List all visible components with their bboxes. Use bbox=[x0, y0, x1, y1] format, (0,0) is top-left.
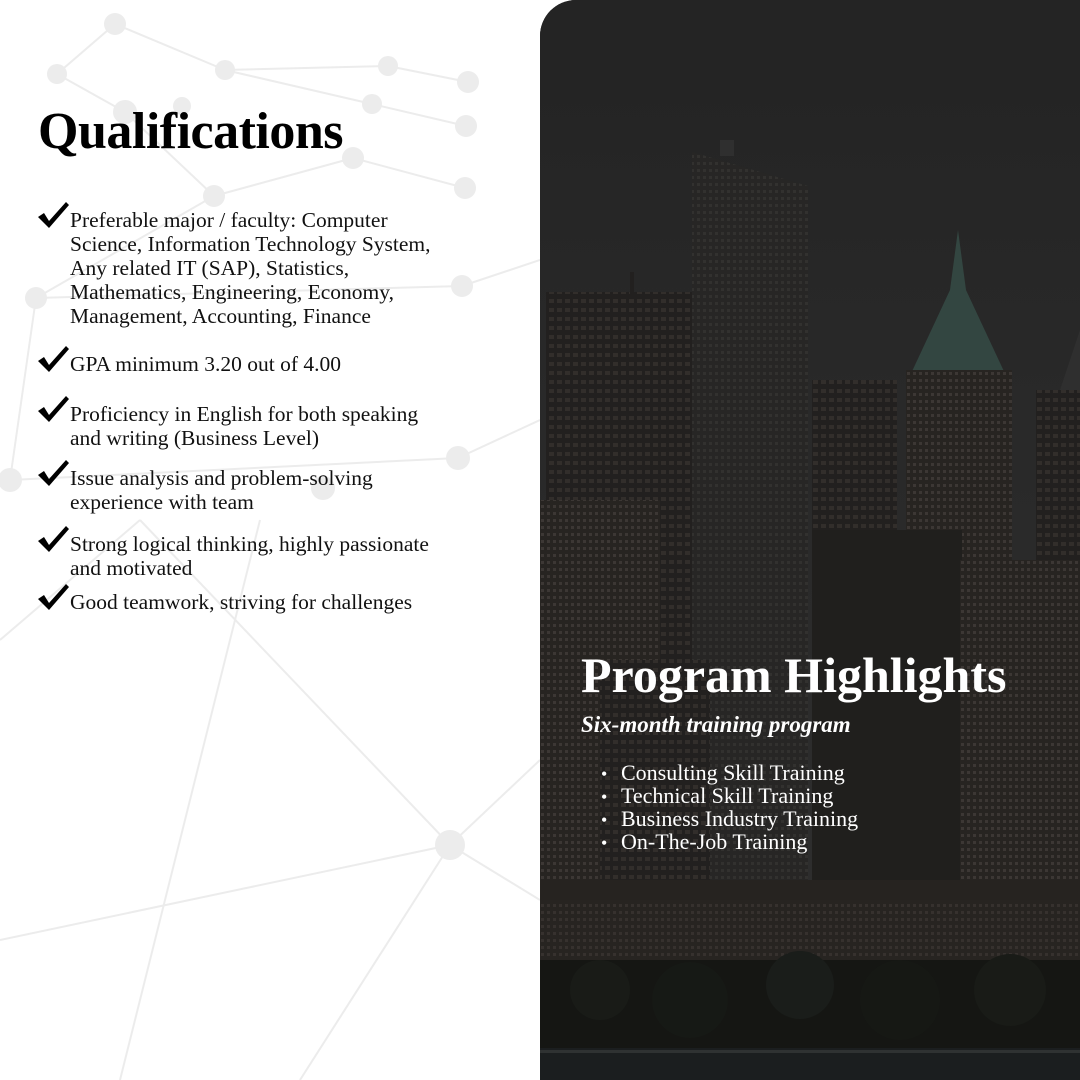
qualification-line: GPA minimum 3.20 out of 4.00 bbox=[70, 352, 341, 376]
qualification-line: Mathematics, Engineering, Economy, bbox=[70, 280, 395, 304]
qualification-line: and motivated bbox=[70, 556, 193, 580]
highlight-item-label: Consulting Skill Training bbox=[621, 760, 845, 785]
checkmark-icon bbox=[36, 524, 70, 554]
checkmark-icon bbox=[36, 344, 70, 374]
qualification-line: Good teamwork, striving for challenges bbox=[70, 590, 413, 614]
qualification-item-teamwork bbox=[36, 582, 516, 614]
qualifications-title: Qualifications bbox=[38, 103, 344, 160]
highlight-item bbox=[601, 785, 858, 808]
qualification-line: Preferable major / faculty: Computer bbox=[70, 208, 388, 232]
highlight-item bbox=[601, 808, 858, 831]
qualification-item-gpa bbox=[36, 344, 516, 376]
city-skyline-photo bbox=[540, 0, 1080, 1080]
qualification-line: Issue analysis and problem-solving bbox=[70, 466, 373, 490]
qualification-item-major bbox=[36, 200, 516, 328]
program-highlights-list bbox=[601, 762, 858, 854]
highlight-item-label: On-The-Job Training bbox=[621, 829, 808, 854]
qualification-line: Strong logical thinking, highly passionate bbox=[70, 532, 429, 556]
qualification-item-logical-thinking bbox=[36, 524, 516, 580]
qualification-item-english bbox=[36, 394, 516, 450]
program-highlights-title: Program Highlights bbox=[581, 647, 1007, 703]
bullet-dot-icon: • bbox=[601, 764, 608, 784]
bullet-dot-icon: • bbox=[601, 810, 608, 830]
program-highlights-panel bbox=[540, 0, 1080, 1080]
checkmark-icon bbox=[36, 200, 70, 230]
highlight-item bbox=[601, 762, 858, 785]
checkmark-icon bbox=[36, 582, 70, 612]
qualification-line: Science, Information Technology System, bbox=[70, 232, 431, 256]
qualification-line: Any related IT (SAP), Statistics, bbox=[70, 256, 350, 280]
bullet-dot-icon: • bbox=[601, 787, 608, 807]
checkmark-icon bbox=[36, 394, 70, 424]
highlight-item bbox=[601, 831, 858, 854]
highlight-item-label: Technical Skill Training bbox=[621, 783, 834, 808]
qualification-line: Proficiency in English for both speaking bbox=[70, 402, 419, 426]
bullet-dot-icon: • bbox=[601, 833, 608, 853]
qualification-item-analysis bbox=[36, 458, 516, 514]
checkmark-icon bbox=[36, 458, 70, 488]
qualification-line: and writing (Business Level) bbox=[70, 426, 319, 450]
qualification-line: experience with team bbox=[70, 490, 254, 514]
program-highlights-subtitle: Six-month training program bbox=[581, 712, 851, 737]
qualification-line: Management, Accounting, Finance bbox=[70, 304, 371, 328]
highlight-item-label: Business Industry Training bbox=[621, 806, 859, 831]
